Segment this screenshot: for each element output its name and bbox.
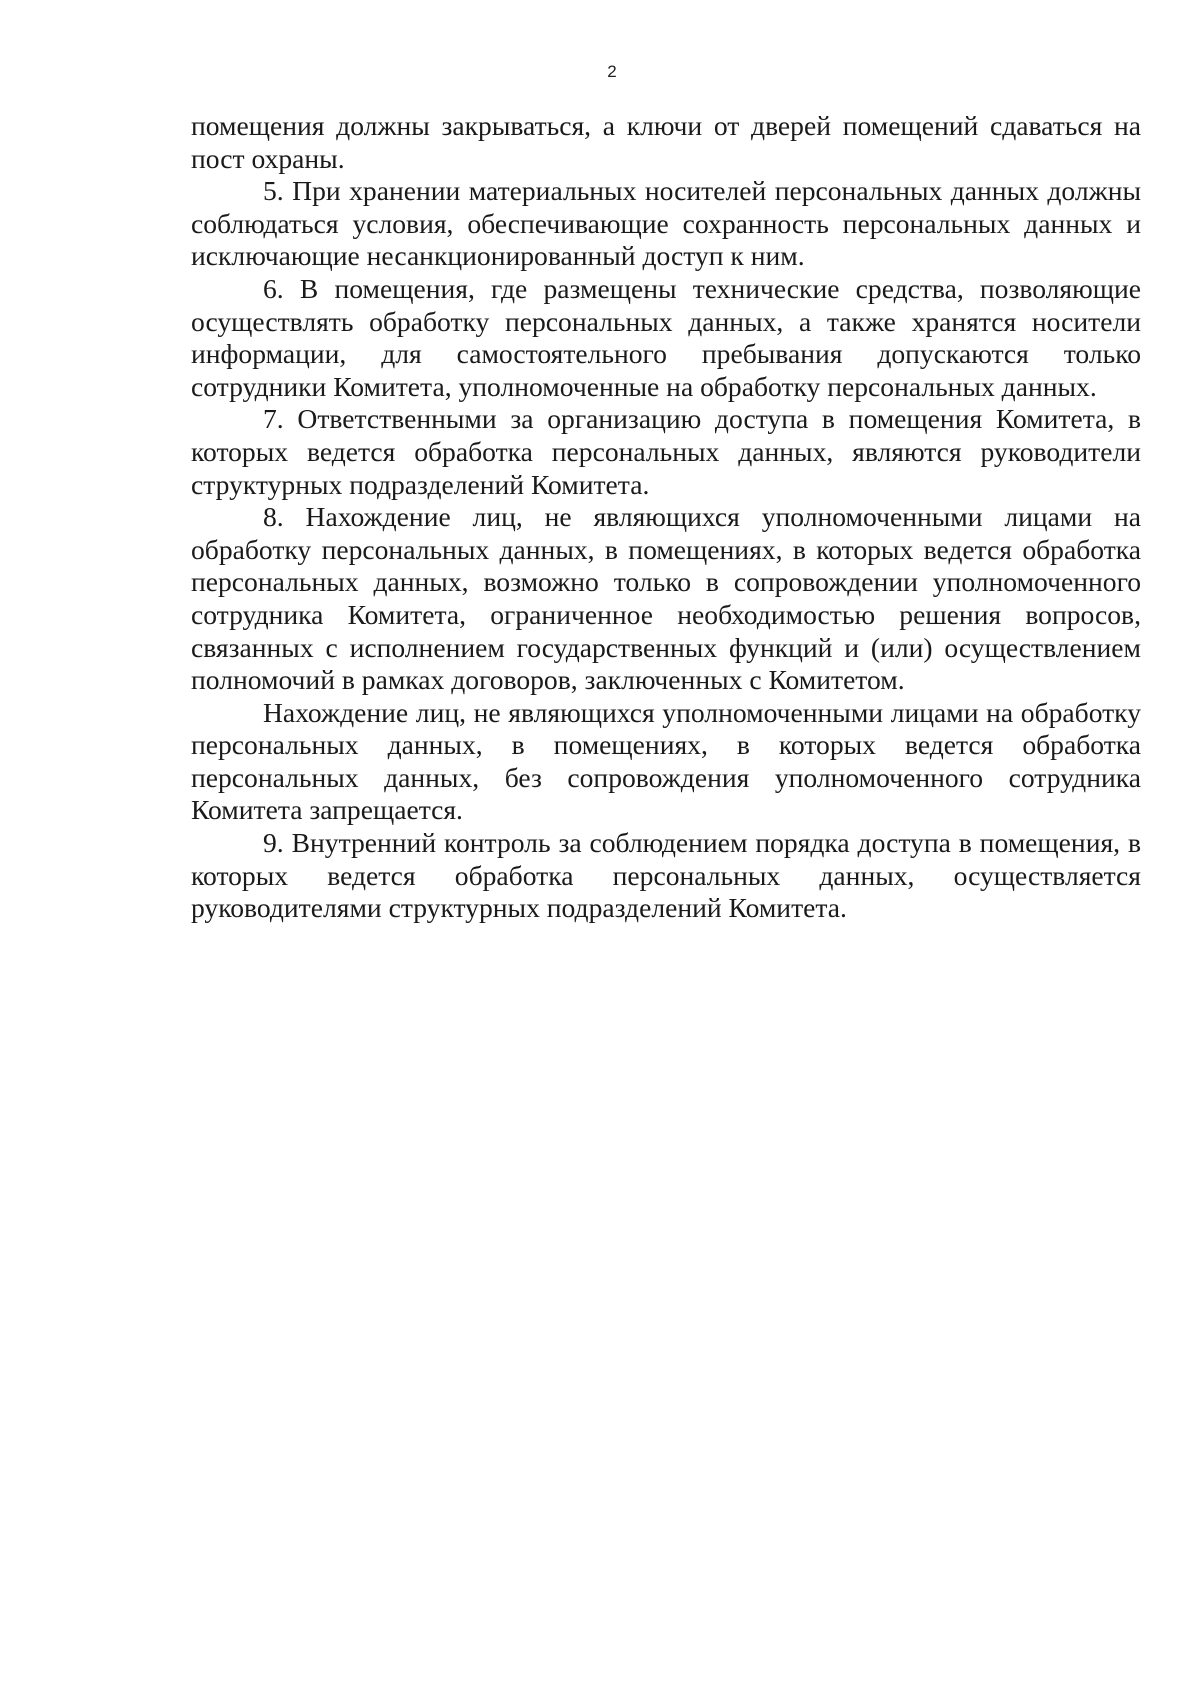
page-number: 2 [607,62,617,81]
paragraph-item-5: 5. При хранении материальных носителей персональных данных должны соблюдаться условия, обеспечивающие сохранность персональных данных и исключающие несанкционированный доступ к ним. [191,175,1141,272]
paragraph-item-8: 8. Нахождение лиц, не являющихся уполномоченными лицами на обработку персональных данных, в помещениях, в которых ведется обработка персональных данных, возможно только в сопровождении уполномоченного сотрудника Комитета, ограниченное необходимостью решения вопросов, связанных с исполнением государственных функций и (или) осуществлением полномочий в рамках договоров, заключенных с Комитетом. [191,501,1141,696]
document-body [191,110,1141,925]
paragraph-continuation: помещения должны закрываться, а ключи от дверей помещений сдаваться на пост охраны. [191,110,1141,174]
paragraph-item-8-continued: Нахождение лиц, не являющихся уполномоченными лицами на обработку персональных данных, в помещениях, в которых ведется обработка персональных данных, без сопровождения уполномоченного сотрудника Комитета запрещается. [191,696,1141,826]
paragraph-item-7: 7. Ответственными за организацию доступа в помещения Комитета, в которых ведется обработка персональных данных, являются руководители структурных подразделений Комитета. [191,403,1141,500]
paragraph-item-9: 9. Внутренний контроль за соблюдением порядка доступа в помещения, в которых ведется обработка персональных данных, осуществляется руководителями структурных подразделений Комитета. [191,827,1141,924]
paragraph-item-6: 6. В помещения, где размещены технические средства, позволяющие осуществлять обработку персональных данных, а также хранятся носители информации, для самостоятельного пребывания допускаются только сотрудники Комитета, уполномоченные на обработку персональных данных. [191,272,1141,402]
